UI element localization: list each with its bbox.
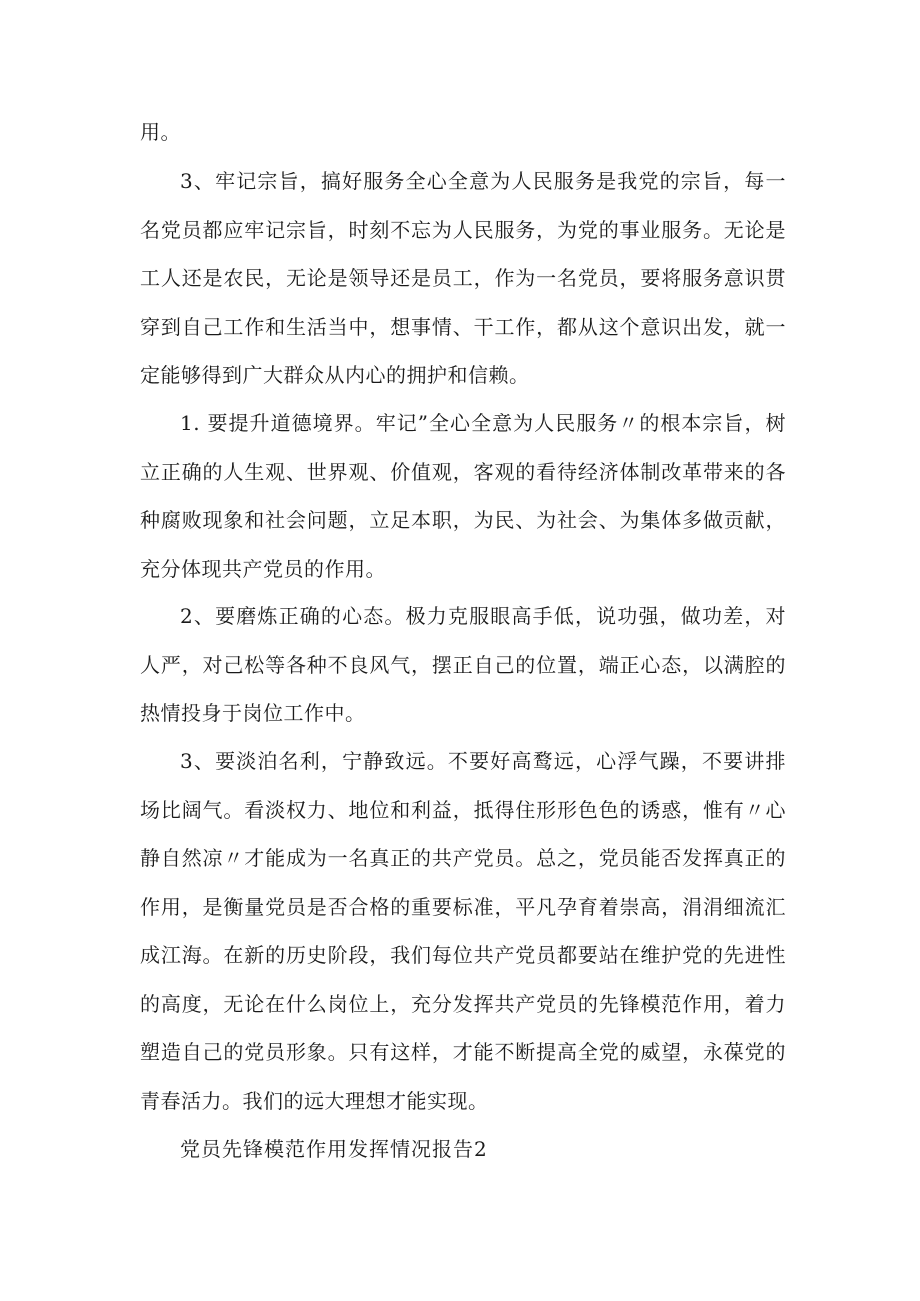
report-title: 党员先锋模范作用发挥情况报告2 bbox=[180, 1137, 488, 1161]
paragraph-moral-realm: 1. 要提升道德境界。牢记”全心全意为人民服务〃的根本宗旨，树立正确的人生观、世界观、价值观，客观的看待经济体制改革带来的各种腐败现象和社会问题，立足本职，为民、为社会、为集体多做贡献，充分体现共产党员的作用。 bbox=[140, 411, 786, 581]
paragraph-right-mindset: 2、要磨炼正确的心态。极力克服眼高手低，说功强，做功差，对人严，对己松等各种不良风气，摆正自己的位置，端正心态，以满腔的热情投身于岗位工作中。 bbox=[140, 604, 786, 725]
paragraph-continuation: 用。 bbox=[140, 120, 181, 144]
paragraph-purpose-service: 3、牢记宗旨，搞好服务全心全意为人民服务是我党的宗旨，每一名党员都应牢记宗旨，时刻不忘为人民服务，为党的事业服务。无论是工人还是农民，无论是领导还是员工，作为一名党员，要将服务意识贯穿到自己工作和生活当中，想事情、干工作，都从这个意识出发，就一定能够得到广大群众从内心的拥护和信赖。 bbox=[140, 169, 786, 387]
paragraph-indifferent-to-fame: 3、要淡泊名利，宁静致远。不要好高鹜远，心浮气躁，不要讲排场比阔气。看淡权力、地位和利益，抵得住形形色色的诱惑，惟有〃心静自然凉〃才能成为一名真正的共产党员。总之，党员能否发挥真正的作用，是衡量党员是否合格的重要标准，平凡孕育着崇高，涓涓细流汇成江海。在新的历史阶段，我们每位共产党员都要站在维护党的先进性的高度，无论在什么岗位上，充分发挥共产党员的先锋模范作用，着力塑造自己的党员形象。只有这样，才能不断提高全党的威望，永葆党的青春活力。我们的远大理想才能实现。 bbox=[140, 749, 786, 1113]
